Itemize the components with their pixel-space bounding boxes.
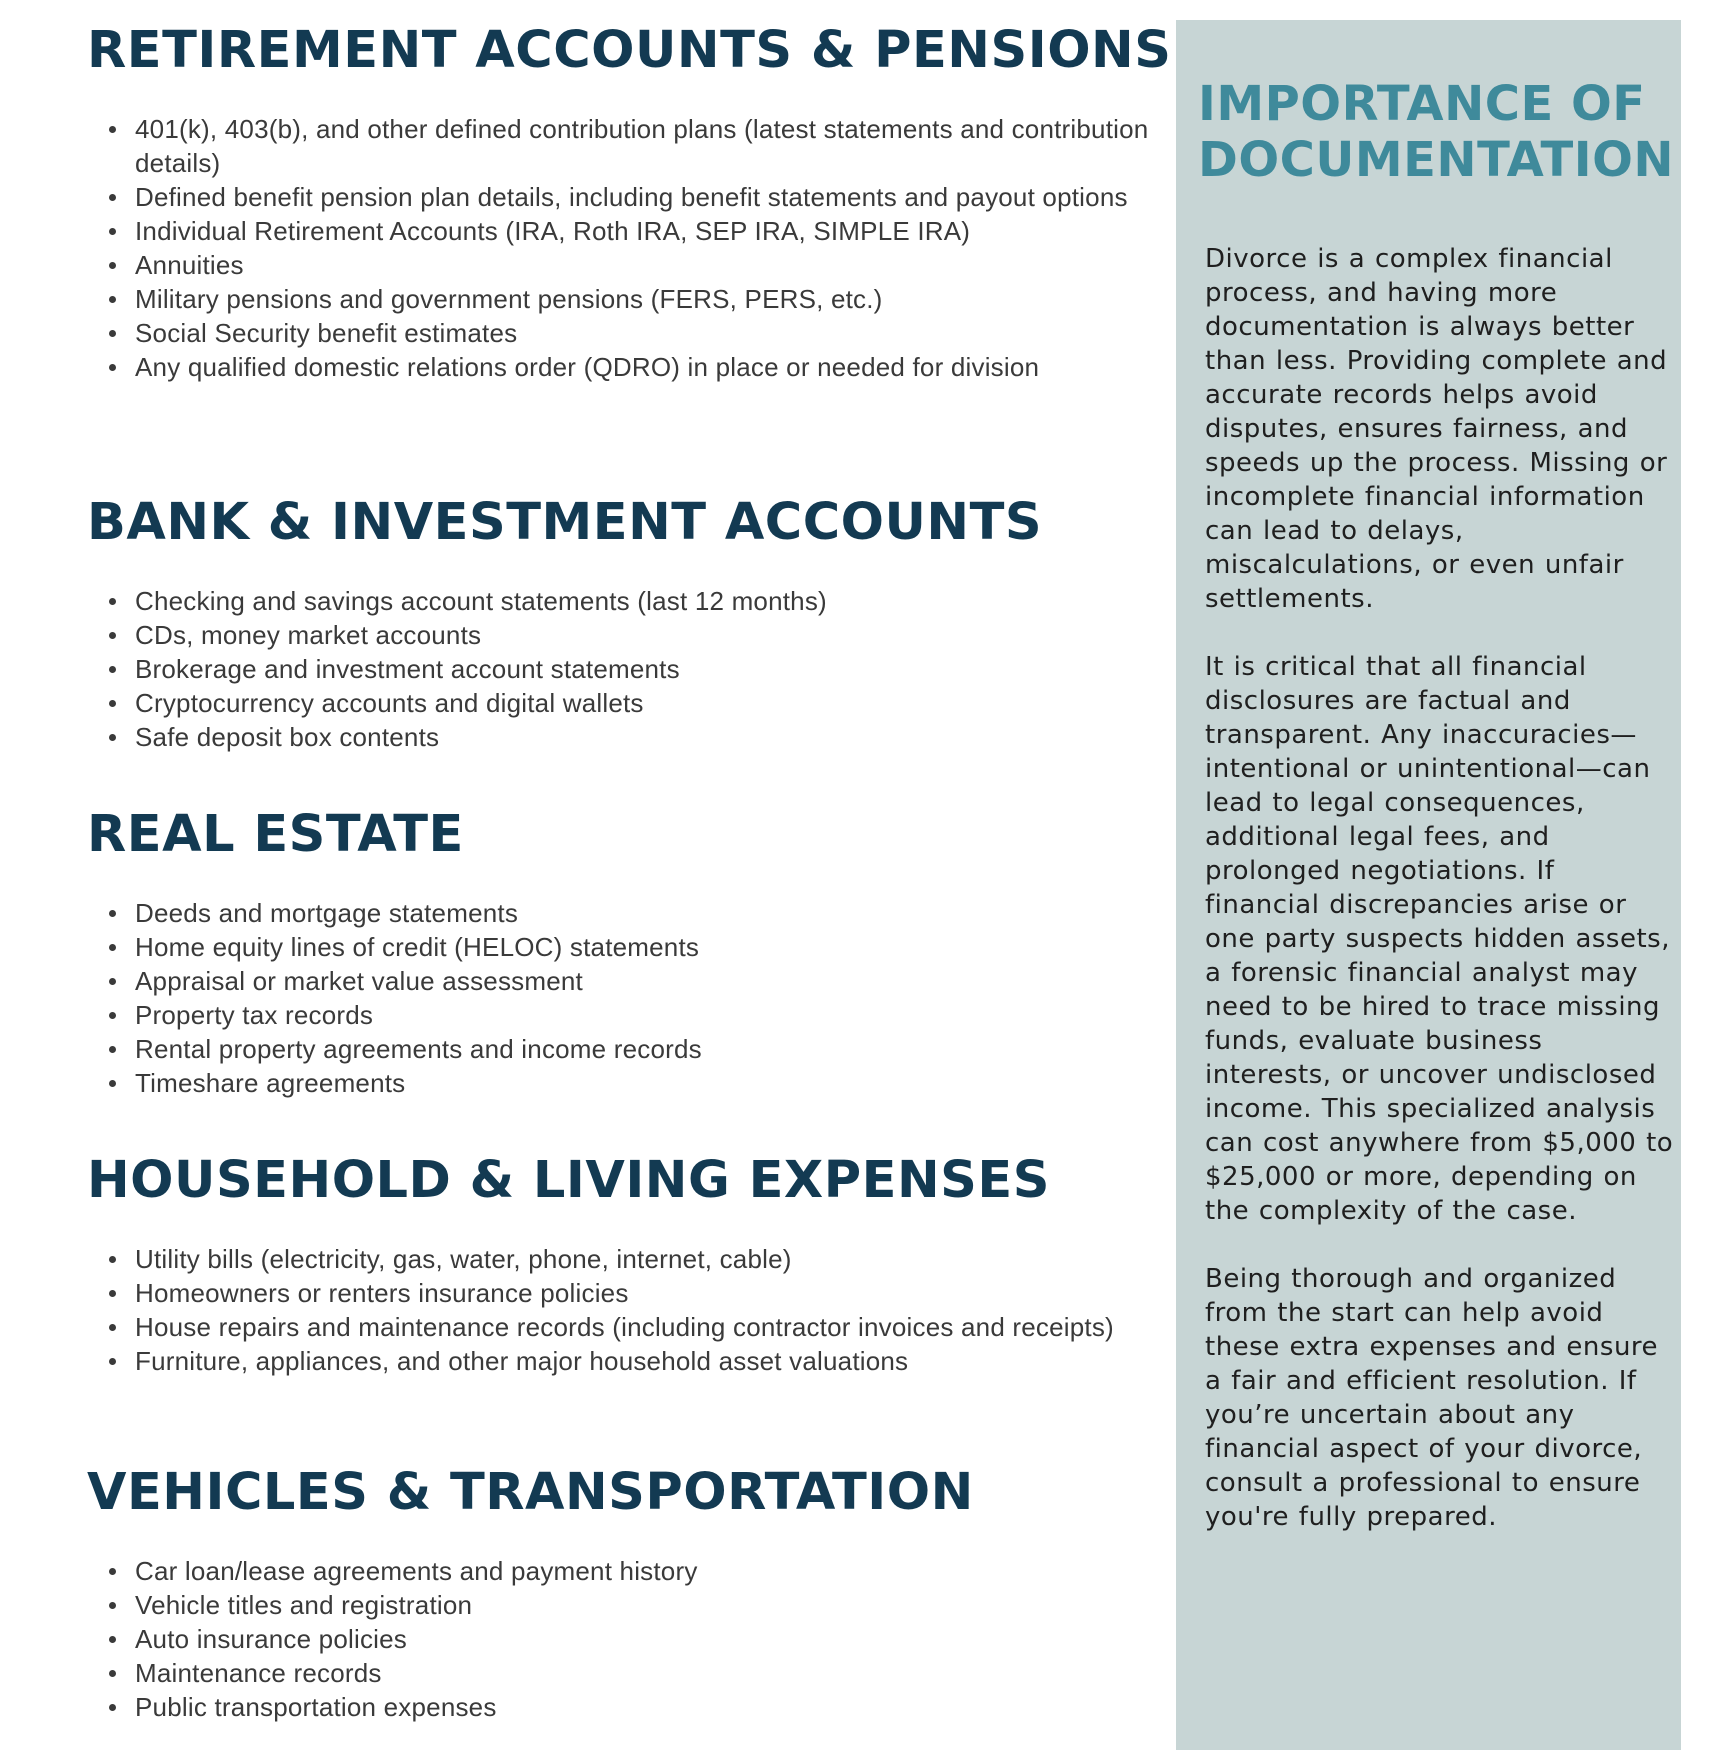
list-item: Home equity lines of credit (HELOC) statements bbox=[135, 930, 702, 964]
section-title: REAL ESTATE bbox=[87, 805, 464, 864]
item-list bbox=[87, 1554, 974, 1724]
sidebar-title: IMPORTANCE OF DOCUMENTATION bbox=[1198, 76, 1675, 188]
sidebar-paragraph: It is critical that all financial disclosures are factual and transparent. Any inaccuracies—intentional or unintentional—can lead to legal consequences, additional legal fees, and prolonged negotiations. If financial discrepancies arise or one party suspects hidden assets, a forensic financial analyst may need to be hired to trace missing funds, evaluate business interests, or uncover undisclosed income. This specialized analysis can cost anywhere from $5,000 to $25,000 or more, depending on the complexity of the case. bbox=[1205, 652, 1674, 1226]
list-item: Deeds and mortgage statements bbox=[135, 896, 702, 930]
list-item: Homeowners or renters insurance policies bbox=[135, 1276, 1114, 1310]
importance-sidebar bbox=[1176, 20, 1681, 1750]
section-title: RETIREMENT ACCOUNTS & PENSIONS bbox=[87, 21, 1172, 80]
sidebar-paragraph: Divorce is a complex financial process, and having more documentation is always better than less. Providing complete and accurate records helps avoid disputes, ensures fairness, and speeds up the process. Missing or incomplete financial information can lead to delays, miscalculations, or even unfair settlements. bbox=[1205, 244, 1668, 614]
item-list bbox=[87, 896, 702, 1100]
list-item: Utility bills (electricity, gas, water, phone, internet, cable) bbox=[135, 1242, 1114, 1276]
section-household-expenses bbox=[87, 1150, 1114, 1378]
list-item: Safe deposit box contents bbox=[135, 720, 1042, 754]
list-item: Social Security benefit estimates bbox=[135, 316, 1171, 350]
section-title: HOUSEHOLD & LIVING EXPENSES bbox=[87, 1151, 1050, 1210]
list-item: Brokerage and investment account statements bbox=[135, 652, 1042, 686]
list-item: Annuities bbox=[135, 248, 1171, 282]
list-item: 401(k), 403(b), and other defined contribution plans (latest statements and contribution details) bbox=[135, 112, 1171, 180]
list-item: Public transportation expenses bbox=[135, 1690, 974, 1724]
list-item: Checking and savings account statements (last 12 months) bbox=[135, 584, 1042, 618]
section-real-estate bbox=[87, 804, 702, 1100]
item-list bbox=[87, 584, 1042, 754]
sidebar-body bbox=[1205, 242, 1675, 1568]
section-title: BANK & INVESTMENT ACCOUNTS bbox=[87, 493, 1043, 552]
list-item: Vehicle titles and registration bbox=[135, 1588, 974, 1622]
list-item: House repairs and maintenance records (including contractor invoices and receipts) bbox=[135, 1312, 1114, 1342]
list-item: Car loan/lease agreements and payment history bbox=[135, 1554, 974, 1588]
list-item: Military pensions and government pensions (FERS, PERS, etc.) bbox=[135, 282, 1171, 316]
sidebar-paragraph: Being thorough and organized from the start can help avoid these extra expenses and ensure a fair and efficient resolution. If you’re uncertain about any financial aspect of your divorce, consult a professional to ensure you're fully prepared. bbox=[1205, 1264, 1659, 1532]
list-item: Any qualified domestic relations order (QDRO) in place or needed for division bbox=[135, 350, 1171, 384]
list-item: Defined benefit pension plan details, including benefit statements and payout options bbox=[135, 180, 1171, 214]
list-item: Timeshare agreements bbox=[135, 1066, 702, 1100]
list-item: Auto insurance policies bbox=[135, 1622, 974, 1656]
list-item: CDs, money market accounts bbox=[135, 618, 1042, 652]
item-list bbox=[87, 112, 1171, 384]
section-title: VEHICLES & TRANSPORTATION bbox=[87, 1463, 974, 1522]
item-list bbox=[87, 1242, 1114, 1378]
list-item: Property tax records bbox=[135, 998, 702, 1032]
section-retirement-accounts bbox=[87, 20, 1171, 384]
list-item: Appraisal or market value assessment bbox=[135, 964, 702, 998]
list-item: Furniture, appliances, and other major household asset valuations bbox=[135, 1344, 1114, 1378]
list-item: Maintenance records bbox=[135, 1656, 974, 1690]
list-item: Rental property agreements and income records bbox=[135, 1034, 702, 1064]
section-bank-investment bbox=[87, 492, 1042, 754]
list-item: Cryptocurrency accounts and digital wallets bbox=[135, 686, 1042, 720]
section-vehicles-transportation bbox=[87, 1462, 974, 1724]
list-item: Individual Retirement Accounts (IRA, Roth IRA, SEP IRA, SIMPLE IRA) bbox=[135, 214, 1171, 248]
